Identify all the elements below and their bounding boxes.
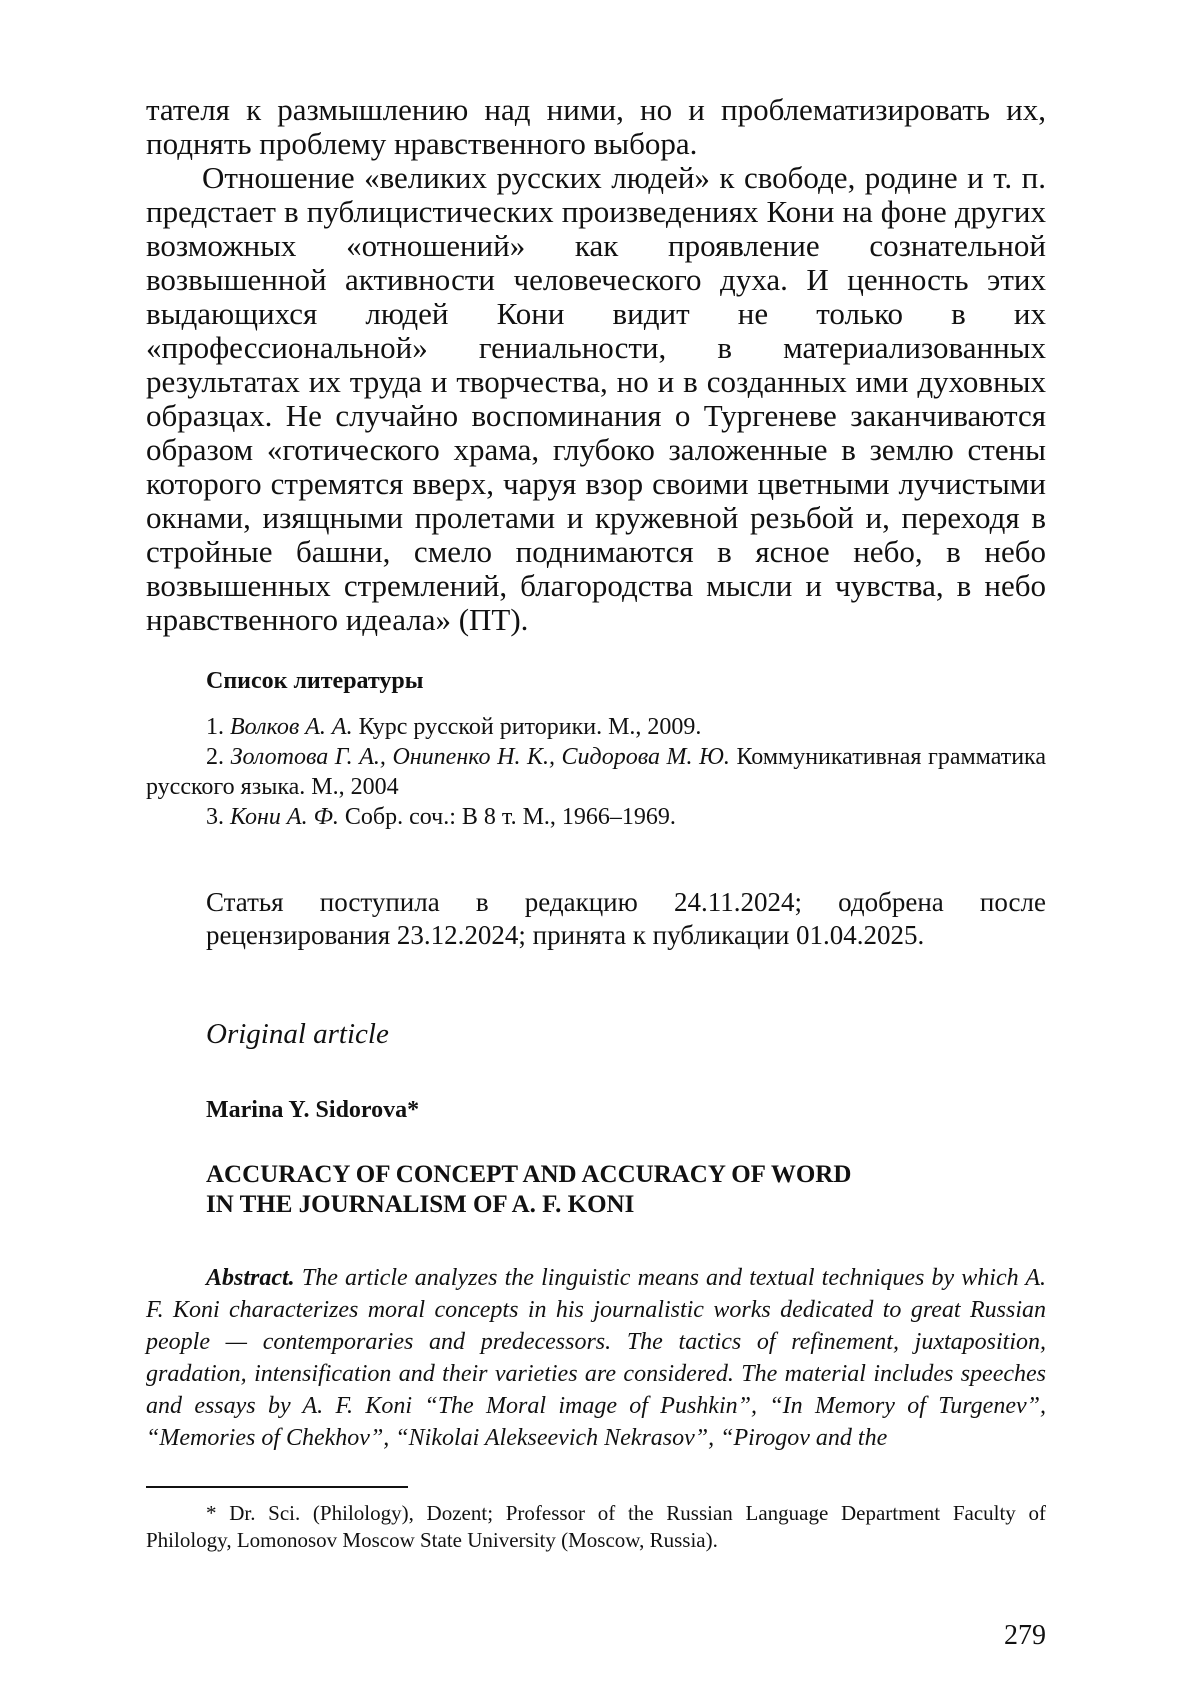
reference-details: Собр. соч.: В 8 т. М., 1966–1969. bbox=[344, 804, 676, 830]
paragraph-text: тателя к размышлению над ними, но и проблематизировать их, поднять проблему нравственного выбора. bbox=[146, 92, 1046, 161]
reference-authors: Золотова Г. А., Онипенко Н. К., Сидорова М. Ю. bbox=[230, 744, 730, 770]
submission-dates-text: Статья поступила в редакцию 24.11.2024; одобрена после рецензирования 23.12.2024; принята к публикации 01.04.2025. bbox=[206, 887, 1046, 950]
reference-number: 1. bbox=[206, 714, 224, 740]
article-type: Original article bbox=[206, 1018, 389, 1050]
footnote bbox=[146, 1500, 1046, 1554]
title-line-2: IN THE JOURNALISM OF A. F. KONI bbox=[206, 1191, 635, 1218]
abstract bbox=[146, 1262, 1046, 1454]
reference-details: Коммуникативная грамматика русского языка. М., 2004 bbox=[146, 744, 1047, 800]
reference-authors: Кони А. Ф. bbox=[230, 804, 339, 830]
reference-item bbox=[146, 712, 1046, 742]
body-paragraph-1 bbox=[146, 93, 1046, 161]
abstract-paragraph bbox=[146, 1262, 1046, 1454]
references-list bbox=[146, 712, 1046, 832]
reference-item bbox=[146, 802, 1046, 832]
footnote-divider bbox=[146, 1486, 408, 1488]
body-paragraph-2 bbox=[146, 161, 1046, 637]
references-heading: Список литературы bbox=[206, 668, 424, 694]
title-line-1: ACCURACY OF CONCEPT AND ACCURACY OF WORD bbox=[206, 1161, 852, 1188]
footnote-text: * Dr. Sci. (Philology), Dozent; Professor of the Russian Language Department Faculty of Philology, Lomonosov Moscow State University (Moscow, Russia). bbox=[146, 1501, 1046, 1552]
paragraph-text: Отношение «великих русских людей» к свободе, родине и т. п. предстает в публицистических произведениях Кони на фоне других возможных «отношений» как проявление сознательной возвышенной активности человеческого духа. И ценность этих выдающихся людей Кони видит не только в их «профессиональной» гениальности, в материализованных результатах их труда и творчества, но и в созданных ими духовных образцах. Не случайно воспоминания о Тургеневе заканчиваются образом «готического храма, глубоко заложенные в землю стены которого стремятся вверх, чаруя взор своими цветными лучистыми окнами, изящными пролетами и кружевной резьбой и, переходя в стройные башни, смело поднимаются в ясное небо, в небо возвышенных стремлений, благородства мысли и чувства, в небо нравственного идеала» (ПТ). bbox=[146, 160, 1046, 637]
reference-number: 3. bbox=[206, 804, 224, 830]
submission-dates bbox=[206, 886, 1046, 952]
author-name: Marina Y. Sidorova* bbox=[206, 1097, 420, 1123]
article-title bbox=[206, 1160, 1006, 1220]
reference-item bbox=[146, 742, 1046, 802]
reference-authors: Волков А. А. bbox=[230, 714, 353, 740]
abstract-text: The article analyzes the linguistic means and textual techniques by which A. F. Koni characterizes moral concepts in his journalistic works dedicated to great Russian people — contemporaries and predecessors. The tactics of refinement, juxtaposition, gradation, intensification and their varieties are considered. The material includes speeches and essays by A. F. Koni “The Moral image of Pushkin”, “In Memory of Turgenev”, “Memories of Chekhov”, “Nikolai Alekseevich Nekrasov”, “Pirogov and the bbox=[146, 1265, 1046, 1451]
abstract-label: Abstract. bbox=[206, 1265, 295, 1291]
reference-number: 2. bbox=[206, 744, 224, 770]
reference-details: Курс русской риторики. М., 2009. bbox=[358, 714, 702, 740]
page-number: 279 bbox=[1004, 1620, 1046, 1651]
